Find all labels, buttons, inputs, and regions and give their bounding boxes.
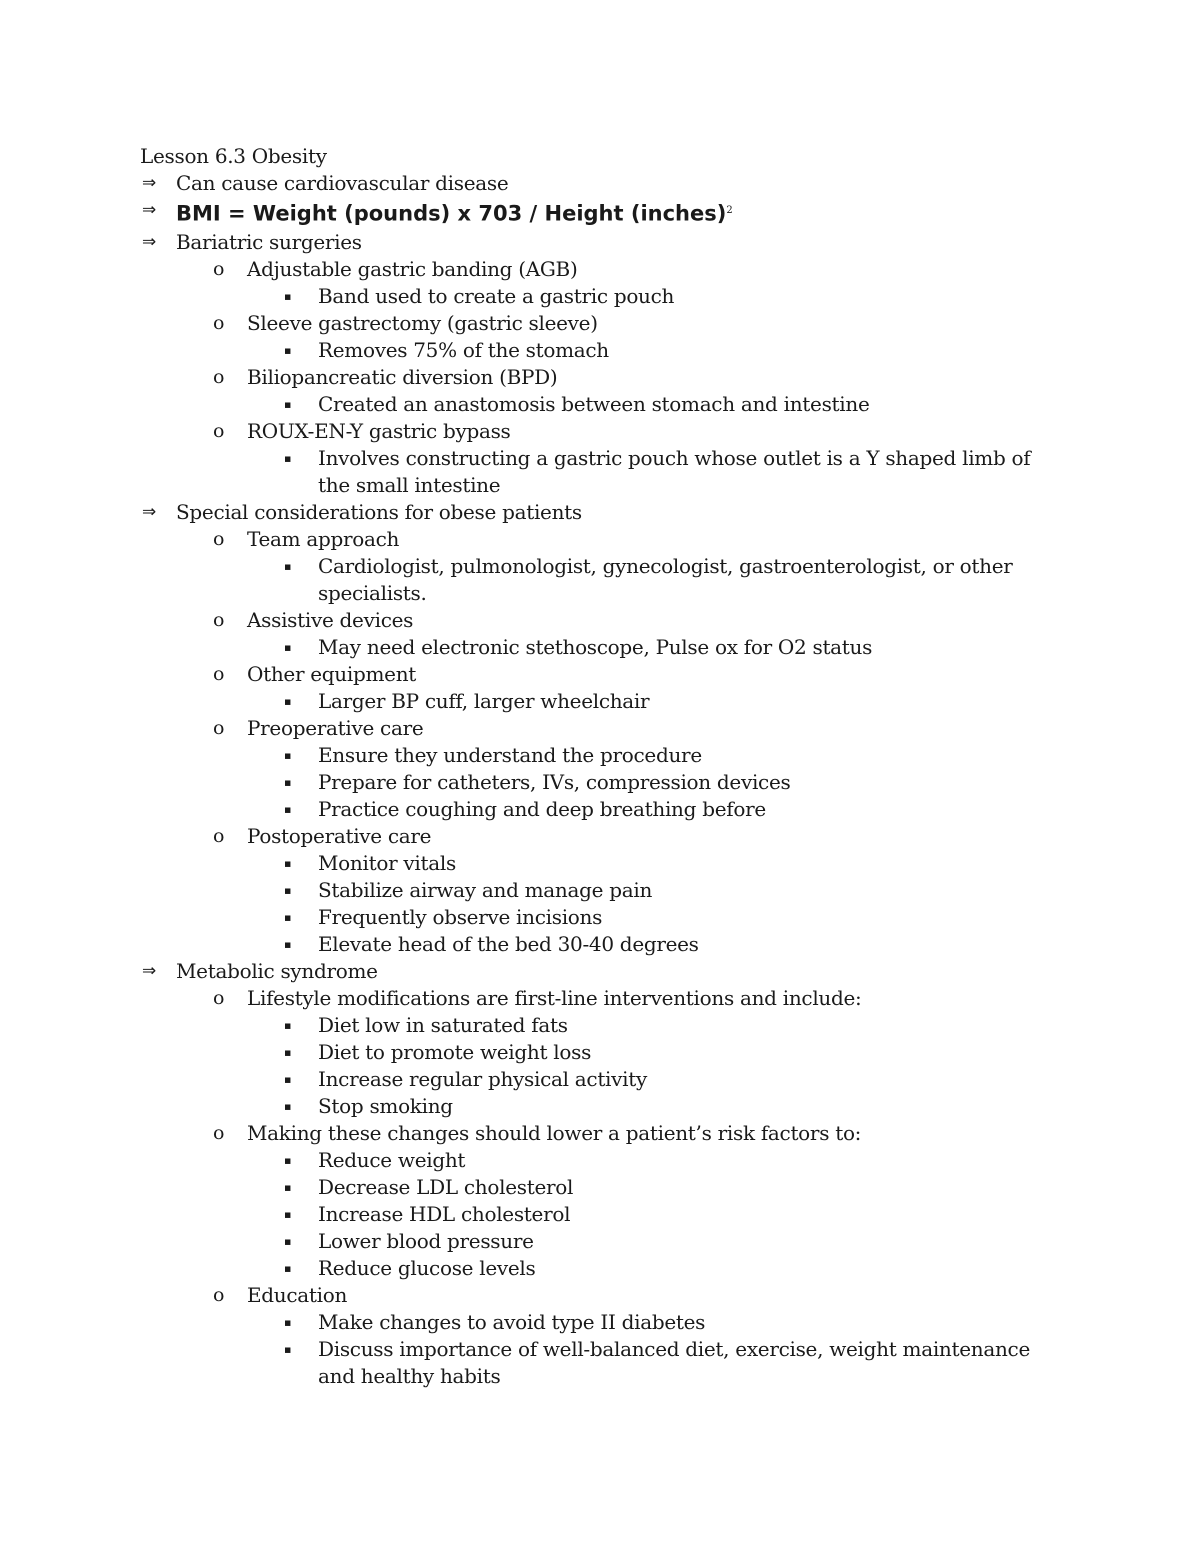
list-item: o Other equipment	[213, 661, 417, 686]
square-bullet-icon: ▪	[284, 775, 292, 789]
square-bullet-icon: ▪	[284, 343, 292, 357]
list-item: ▪ Diet low in saturated fats	[284, 1012, 568, 1037]
list-item: ▪ Larger BP cuff, larger wheelchair	[284, 688, 650, 713]
circle-bullet-icon: o	[213, 1283, 225, 1306]
circle-bullet-icon: o	[213, 365, 225, 388]
square-bullet-icon: ▪	[284, 937, 292, 951]
list-item: ▪ Stabilize airway and manage pain	[284, 877, 653, 902]
list-item: ▪ Decrease LDL cholesterol	[284, 1174, 574, 1199]
list-item: o Team approach	[213, 526, 400, 551]
list-item: ▪ Created an anastomosis between stomach and intestine	[284, 391, 870, 416]
list-item: ▪ Involves constructing a gastric pouch whose outlet is a Y shaped limb of the small intestine	[284, 445, 1031, 497]
list-item: o Preoperative care	[213, 715, 424, 740]
list-item-formula	[140, 197, 1060, 229]
page-title: Lesson 6.3 Obesity	[140, 144, 327, 168]
circle-bullet-icon: o	[213, 311, 225, 334]
list-item: ⇒ Bariatric surgeries	[142, 229, 362, 254]
square-bullet-icon: ▪	[284, 802, 292, 816]
list-item: ▪ May need electronic stethoscope, Pulse ox for O2 status	[284, 634, 873, 659]
list-item: o Lifestyle modifications are first-line interventions and include:	[213, 985, 862, 1010]
circle-bullet-icon: o	[213, 1121, 225, 1144]
square-bullet-icon: ▪	[284, 883, 292, 897]
list-item: o Assistive devices	[213, 607, 414, 632]
list-item: ▪ Elevate head of the bed 30-40 degrees	[284, 931, 699, 956]
list-item: ▪ Monitor vitals	[284, 850, 456, 875]
square-bullet-icon: ▪	[284, 559, 292, 573]
circle-bullet-icon: o	[213, 419, 225, 442]
square-bullet-icon: ▪	[284, 1045, 292, 1059]
list-item: o Biliopancreatic diversion (BPD)	[213, 364, 558, 389]
list-item: ▪ Stop smoking	[284, 1093, 453, 1118]
arrow-bullet-icon: ⇒	[142, 501, 156, 522]
square-bullet-icon: ▪	[284, 451, 292, 465]
list-item: o ROUX-EN-Y gastric bypass	[213, 418, 511, 443]
list-item: o Postoperative care	[213, 823, 432, 848]
list-item: ⇒ Metabolic syndrome	[142, 958, 378, 983]
arrow-bullet-icon: ⇒	[142, 173, 156, 193]
list-item: ▪ Band used to create a gastric pouch	[284, 283, 675, 308]
list-item: ▪ Prepare for catheters, IVs, compression devices	[284, 769, 791, 794]
square-bullet-icon: ▪	[284, 1018, 292, 1032]
square-bullet-icon: ▪	[284, 1234, 292, 1248]
list-item: ▪ Make changes to avoid type II diabetes	[284, 1309, 706, 1334]
list-item: ▪ Ensure they understand the procedure	[284, 742, 702, 767]
arrow-bullet-icon: ⇒	[142, 960, 156, 981]
list-item: o Education	[213, 1282, 348, 1307]
square-bullet-icon: ▪	[284, 1207, 292, 1221]
list-item: ⇒ Can cause cardiovascular disease	[142, 171, 509, 195]
circle-bullet-icon: o	[213, 662, 225, 685]
square-bullet-icon: ▪	[284, 748, 292, 762]
list-item: ▪ Increase HDL cholesterol	[284, 1201, 571, 1226]
list-item: ▪ Reduce glucose levels	[284, 1255, 536, 1280]
document-body	[140, 142, 1060, 1390]
square-bullet-icon: ▪	[284, 1180, 292, 1194]
list-item: o Making these changes should lower a patient’s risk factors to:	[213, 1120, 862, 1145]
circle-bullet-icon: o	[213, 257, 225, 280]
square-bullet-icon: ▪	[284, 289, 292, 303]
list-item: ▪ Frequently observe incisions	[284, 904, 603, 929]
list-item: ▪ Reduce weight	[284, 1147, 466, 1172]
square-bullet-icon: ▪	[284, 1261, 292, 1275]
square-bullet-icon: ▪	[284, 910, 292, 924]
list-item: ▪ Cardiologist, pulmonologist, gynecologist, gastroenterologist, or other specialists.	[284, 553, 1013, 605]
list-item: ⇒ Special considerations for obese patients	[142, 499, 582, 524]
square-bullet-icon: ▪	[284, 1315, 292, 1329]
list-item: ▪ Increase regular physical activity	[284, 1066, 647, 1091]
list-item: ▪ Practice coughing and deep breathing before	[284, 796, 766, 821]
list-item: ▪ Discuss importance of well-balanced diet, exercise, weight maintenance and healthy habits	[284, 1336, 1030, 1388]
square-bullet-icon: ▪	[284, 1342, 292, 1356]
formula-superscript: 2	[726, 205, 733, 216]
circle-bullet-icon: o	[213, 608, 225, 631]
arrow-bullet-icon: ⇒	[142, 200, 156, 220]
circle-bullet-icon: o	[213, 986, 225, 1009]
list-item: ▪ Removes 75% of the stomach	[284, 337, 609, 362]
list-item: ▪ Lower blood pressure	[284, 1228, 534, 1253]
arrow-bullet-icon: ⇒	[142, 231, 156, 252]
list-item: o Sleeve gastrectomy (gastric sleeve)	[213, 310, 598, 335]
square-bullet-icon: ▪	[284, 1099, 292, 1113]
square-bullet-icon: ▪	[284, 694, 292, 708]
circle-bullet-icon: o	[213, 716, 225, 739]
square-bullet-icon: ▪	[284, 856, 292, 870]
square-bullet-icon: ▪	[284, 397, 292, 411]
square-bullet-icon: ▪	[284, 640, 292, 654]
list-item: ▪ Diet to promote weight loss	[284, 1039, 592, 1064]
list-item: o Adjustable gastric banding (AGB)	[213, 256, 578, 281]
circle-bullet-icon: o	[213, 527, 225, 550]
square-bullet-icon: ▪	[284, 1072, 292, 1086]
square-bullet-icon: ▪	[284, 1153, 292, 1167]
circle-bullet-icon: o	[213, 824, 225, 847]
bmi-formula: BMI = Weight (pounds) x 703 / Height (inches)	[176, 201, 727, 226]
